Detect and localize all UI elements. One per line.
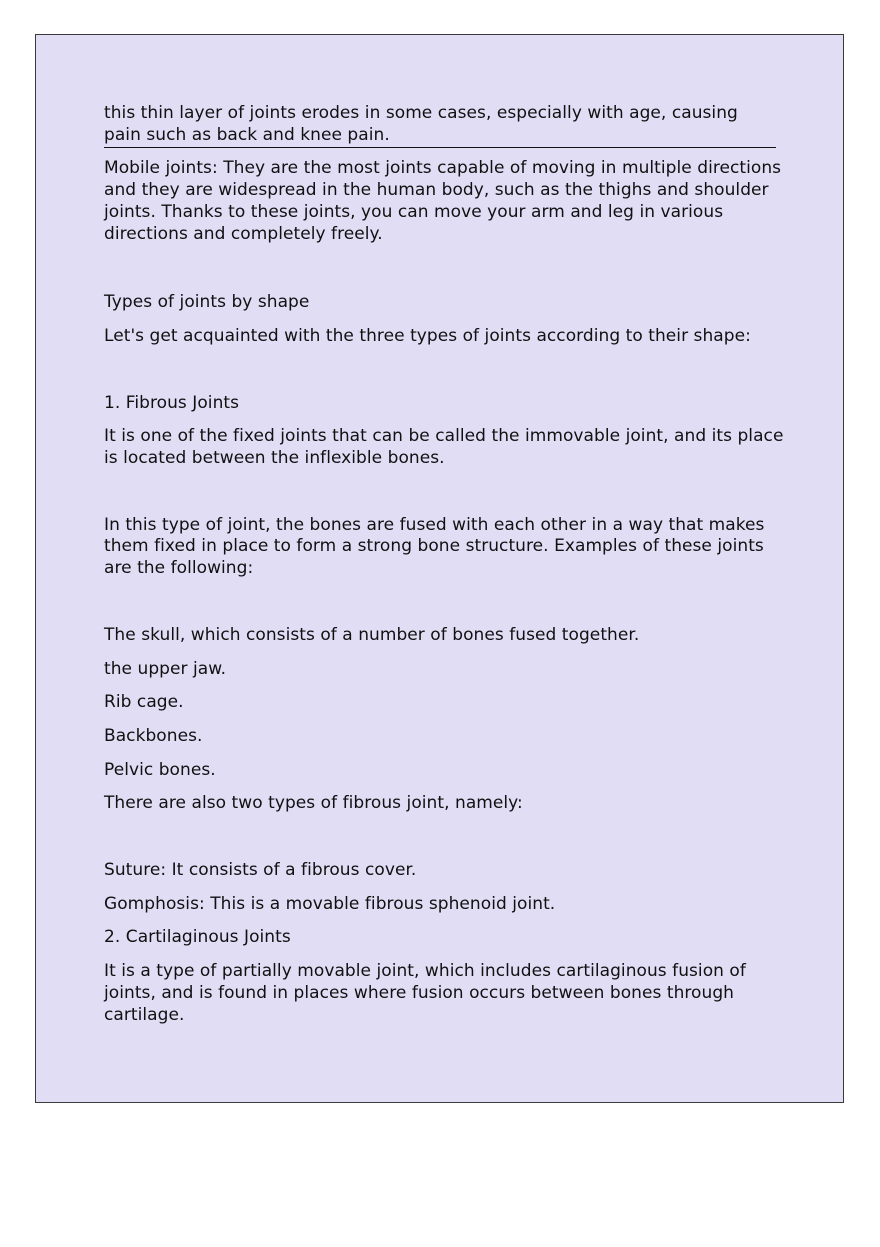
- mobile-joints-paragraph: Mobile joints: They are the most joints capable of moving in multiple directions and they are widespread in the human body, such as the thighs and shoulder joints. Thanks to these joints, you can move your arm and leg in various directions and completely freely.: [104, 158, 782, 244]
- list-item-upper-jaw: the upper jaw.: [104, 658, 227, 679]
- suture-item: Suture: It consists of a fibrous cover.: [104, 860, 417, 881]
- document-page-panel: [35, 34, 844, 1103]
- document-content: [104, 103, 784, 1026]
- shape-types-heading: Types of joints by shape: [104, 292, 310, 313]
- gomphosis-item: Gomphosis: This is a movable fibrous sphenoid joint.: [104, 893, 556, 914]
- fibrous-joints-heading: 1. Fibrous Joints: [104, 392, 240, 413]
- list-item-backbones: Backbones.: [104, 725, 203, 746]
- list-item-pelvic-bones: Pelvic bones.: [104, 759, 216, 780]
- fibrous-types-intro: There are also two types of fibrous joint, namely:: [104, 793, 523, 814]
- list-item-rib-cage: Rib cage.: [104, 692, 184, 713]
- intro-paragraph: this thin layer of joints erodes in some cases, especially with age, causing pain such as back and knee pain.: [104, 103, 776, 148]
- list-item-skull: The skull, which consists of a number of bones fused together.: [104, 624, 640, 645]
- fibrous-joints-description: It is one of the fixed joints that can be called the immovable joint, and its place is located between the inflexible bones.: [104, 426, 784, 469]
- cartilaginous-joints-description: It is a type of partially movable joint, which includes cartilaginous fusion of joints, and is found in places where fusion occurs between bones through cartilage.: [104, 961, 746, 1025]
- shape-types-intro: Let's get acquainted with the three types of joints according to their shape:: [104, 325, 751, 346]
- fibrous-joints-detail: In this type of joint, the bones are fused with each other in a way that makes them fixed in place to form a strong bone structure. Examples of these joints are the following:: [104, 514, 765, 579]
- cartilaginous-joints-heading: 2. Cartilaginous Joints: [104, 927, 291, 948]
